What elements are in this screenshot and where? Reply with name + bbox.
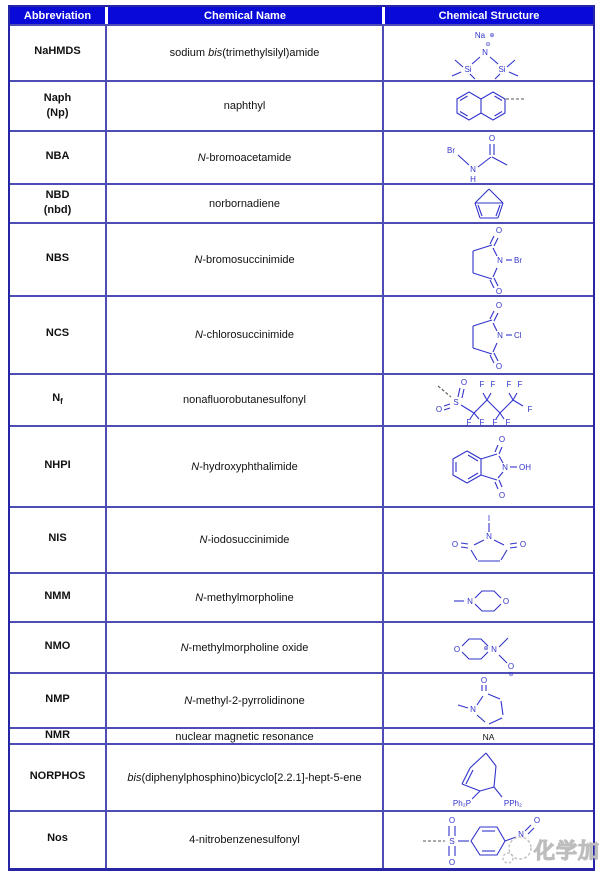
svg-text:F: F: [505, 418, 511, 427]
svg-text:N: N: [481, 48, 488, 57]
structure-cell: [382, 574, 593, 621]
structure-cell: [382, 297, 593, 373]
nmo-structure-drawing: [439, 623, 539, 678]
svg-text:F: F: [517, 380, 523, 389]
svg-text:H: H: [469, 175, 476, 184]
chemical-name-cell: 4-nitrobenzenesulfonyl: [105, 812, 382, 868]
svg-text:⊖: ⊖: [507, 672, 514, 678]
svg-text:OH: OH: [518, 462, 531, 472]
svg-text:O: O: [451, 540, 458, 549]
svg-text:Cl: Cl: [513, 331, 522, 340]
structure-cell: [382, 729, 593, 744]
table-row: [10, 80, 593, 130]
svg-text:N: N: [490, 645, 497, 654]
table-row: [10, 621, 593, 678]
table-row: [10, 295, 593, 373]
structure-cell: [382, 623, 593, 678]
table-row: [10, 727, 593, 743]
svg-text:N: N: [496, 255, 503, 265]
structure-cell: [382, 674, 593, 728]
nba-structure-drawing: [439, 132, 539, 184]
structure-cell: [382, 375, 593, 425]
header-abbreviation: Abbreviation: [10, 7, 105, 24]
svg-text:Ph₂P: Ph₂P: [452, 798, 471, 808]
svg-text:O: O: [480, 676, 488, 685]
svg-text:O: O: [519, 540, 526, 549]
nmp-structure-drawing: [451, 674, 526, 728]
svg-text:O: O: [502, 596, 510, 606]
svg-text:S: S: [448, 837, 455, 846]
svg-text:⊖: ⊖: [484, 42, 491, 48]
svg-text:F: F: [479, 418, 485, 427]
chemical-name-cell: N-methylmorpholine oxide: [105, 623, 382, 673]
nf-structure-drawing: [426, 375, 551, 425]
table-row: [10, 130, 593, 183]
structure-cell: [382, 224, 593, 295]
svg-text:O: O: [533, 816, 540, 825]
structure-na-text: NA: [482, 731, 495, 742]
watermark: [500, 828, 602, 872]
norphos-structure-drawing: [429, 746, 549, 810]
svg-text:F: F: [466, 418, 472, 427]
svg-text:N: N: [469, 165, 476, 174]
chemical-name-cell: N-bromoacetamide: [105, 132, 382, 184]
svg-text:O: O: [495, 225, 502, 235]
table-row: [10, 24, 593, 80]
abbreviation-cell: NMM: [44, 589, 71, 602]
abbreviation-cell: Nos: [47, 832, 68, 845]
chemical-name-cell: N-methylmorpholine: [105, 574, 382, 621]
ncs-structure-drawing: [444, 300, 534, 370]
abbreviation-cell: NMO: [44, 640, 71, 653]
chemical-name-cell: norbornadiene: [105, 185, 382, 222]
svg-text:N: N: [501, 462, 508, 472]
abbreviation-table: [8, 5, 595, 871]
header-chemical-structure: Chemical Structure: [382, 7, 593, 24]
svg-text:N: N: [496, 331, 503, 340]
svg-text:N: N: [467, 596, 473, 606]
table-row: [10, 183, 593, 222]
abbreviation-cell: NCS: [45, 327, 70, 340]
svg-text:O: O: [453, 645, 460, 654]
structure-cell: [382, 82, 593, 130]
chemical-name-cell: N-chlorosuccinimide: [105, 297, 382, 373]
svg-text:Si: Si: [463, 65, 472, 74]
svg-text:I: I: [487, 514, 490, 523]
svg-text:Si: Si: [497, 65, 506, 74]
chemical-name-cell: naphthyl: [105, 82, 382, 130]
svg-text:N: N: [517, 830, 524, 839]
chemical-name-cell: sodium bis(trimethylsilyl)amide: [105, 26, 382, 80]
chemical-name-cell: N-hydroxyphthalimide: [105, 427, 382, 506]
nmm-structure-drawing: [441, 577, 536, 619]
svg-text:Br: Br: [446, 146, 455, 155]
header-chemical-name: Chemical Name: [105, 7, 382, 24]
table-row: [10, 572, 593, 621]
table-row: [10, 373, 593, 425]
watermark-text: 化学加: [534, 840, 600, 863]
svg-text:O: O: [488, 134, 495, 143]
chemical-name-cell: nonafluorobutanesulfonyl: [105, 375, 382, 425]
svg-text:Na: Na: [474, 31, 485, 40]
structure-cell: [382, 132, 593, 184]
svg-text:O: O: [498, 490, 505, 500]
nhpi-structure-drawing: [439, 432, 539, 502]
abbreviation-cell: $N_f$: [52, 392, 63, 407]
chemical-name-cell: N-bromosuccinimide: [105, 224, 382, 295]
svg-text:N: N: [485, 532, 492, 541]
svg-text:N: N: [470, 705, 476, 714]
svg-text:O: O: [495, 301, 502, 310]
nahmds-structure-drawing: [424, 27, 554, 79]
table-row: [10, 425, 593, 506]
svg-text:O: O: [495, 362, 502, 371]
svg-text:⊕: ⊕: [488, 33, 495, 39]
svg-text:O: O: [448, 816, 455, 825]
structure-cell: [382, 508, 593, 572]
naphthyl-structure-drawing: [439, 84, 539, 128]
svg-text:O: O: [460, 378, 468, 387]
abbreviation-cell: NBS: [45, 251, 70, 264]
svg-text:Br: Br: [513, 255, 522, 265]
svg-text:⊕: ⊕: [482, 646, 489, 652]
abbreviation-cell: NBA: [45, 150, 70, 163]
nbd-structure-drawing: [458, 185, 520, 222]
abbreviation-cell: Naph (Np): [43, 91, 72, 119]
chemical-name-cell: bis(diphenylphosphino)bicyclo[2.2.1]-hept-5-ene: [105, 745, 382, 810]
structure-cell: [382, 427, 593, 506]
svg-text:F: F: [479, 380, 485, 389]
table-row: [10, 506, 593, 572]
svg-text:O: O: [507, 662, 514, 671]
nbs-structure-drawing: [444, 225, 534, 295]
svg-text:O: O: [495, 286, 502, 296]
svg-text:F: F: [527, 405, 533, 414]
huaxuejia-logo-icon: [500, 832, 534, 868]
svg-text:O: O: [435, 405, 443, 414]
svg-text:F: F: [506, 380, 512, 389]
svg-text:O: O: [498, 434, 505, 444]
svg-text:O: O: [448, 858, 455, 867]
abbreviation-cell: NaHMDS: [34, 45, 81, 58]
abbreviation-cell: NORPHOS: [29, 769, 86, 782]
svg-text:F: F: [490, 380, 496, 389]
nis-structure-drawing: [443, 511, 535, 569]
chemical-name-cell: N-iodosuccinimide: [105, 508, 382, 572]
abbreviation-cell: NMP: [45, 693, 70, 706]
abbreviation-cell: NIS: [48, 532, 67, 545]
table-row: [10, 743, 593, 810]
table-header-row: [10, 7, 593, 24]
structure-cell: [382, 26, 593, 80]
abbreviation-cell: NMR: [44, 729, 71, 741]
structure-cell: [382, 745, 593, 810]
structure-cell: [382, 185, 593, 222]
svg-text:F: F: [492, 418, 498, 427]
chemical-name-cell: nuclear magnetic resonance: [105, 729, 382, 744]
table-row: [10, 222, 593, 295]
abbreviation-cell: NBD (nbd): [43, 189, 72, 217]
svg-text:PPh₂: PPh₂: [503, 798, 522, 808]
abbreviation-cell: NHPI: [44, 458, 71, 471]
svg-text:S: S: [453, 398, 459, 407]
table-row: [10, 672, 593, 727]
chemical-name-cell: N-methyl-2-pyrrolidinone: [105, 674, 382, 728]
